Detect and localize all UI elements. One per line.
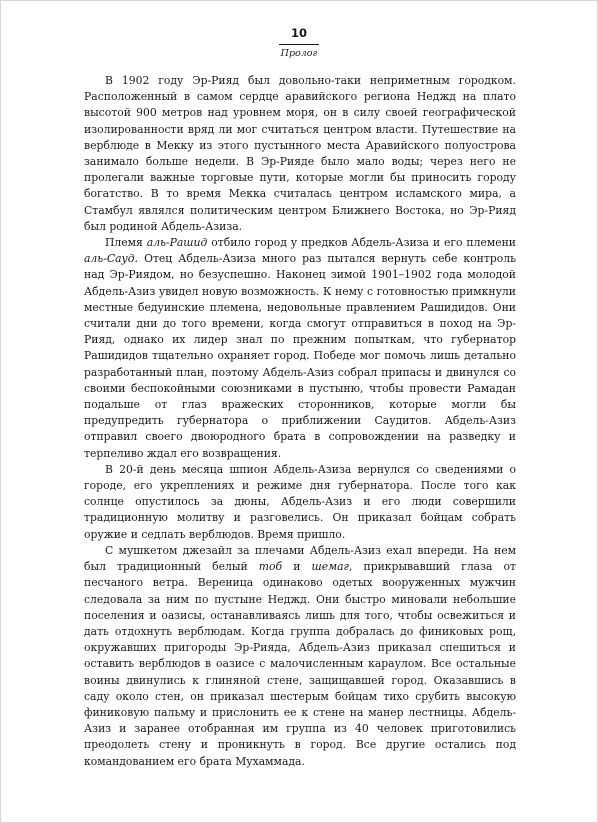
italic-term: аль-Сауд bbox=[84, 252, 135, 266]
page-header bbox=[0, 26, 598, 60]
text-run: и bbox=[282, 560, 312, 574]
italic-term: шемаг bbox=[311, 560, 349, 574]
paragraph bbox=[84, 543, 516, 770]
text-run: , прикрывавший глаза от песчаного ветра. Вереница одинаково одетых вооруженных мужчин следовала за ним по пустыне Неджд. Они быстро миновали небольшие поселения и оазисы, останавливаясь лишь для того, чтобы освежиться и дать отдохнуть верблюдам. Когда группа добралась до финиковых рощ, окружавших пригороды Эр-Рияда, Абдель-Азиз приказал спешиться и оставить верблюдов в оазисе с малочисленным караулом. Все остальные воины двинулись к глиняной стене, защищавшей город. Оказавшись в саду около стен, он приказал шестерым бойцам тихо срубить высокую финиковую пальму и прислонить ее к стене на манер лестницы. Абдель-Азиз и заранее отобранная им группа из 40 человек приготовились преодолеть стену и проникнуть в город. Все другие остались под командованием его брата Мухаммада. bbox=[84, 560, 517, 768]
header-rule bbox=[279, 44, 319, 45]
text-run: С мушкетом джезайл за плечами Абдель-Азиз ехал впереди. На нем был традиционный белый bbox=[84, 543, 516, 574]
text-run: . Отец Абдель-Азиза много раз пытался вернуть себе контроль над Эр-Риядом, но безуспешно. Наконец зимой 1901–1902 года молодой Абдель-Азиз увидел новую возможность. К нему с готовностью примкнули местные бедуинские племена, недовольные правлением Рашидидов. Они считали дни до того времени, когда смогут отправиться в поход на Эр-Рияд, однако их лидер знал по прежним попыткам, что губернатор Рашидидов тщательно охраняет город. Победе мог помочь лишь детально разработанный план, поэтому Абдель-Азиз собрал припасы и двинулся со своими беспокойными союзниками в пустыню, чтобы провести Рамадан подальше от глаз вражеских сторонников, которые могли бы предупредить губернатора о приближении Саудитов. Абдель-Азиз отправил своего двоюродного брата в сопровождении на разведку и терпеливо ждал его возвращения. bbox=[84, 252, 516, 460]
paragraph bbox=[84, 462, 516, 543]
text-run: В 20-й день месяца шпион Абдель-Азиза вернулся со сведениями о городе, его укреплениях и режиме дня губернатора. После того как солнце опустилось за дюны, Абдель-Азиз и его люди совершили традиционную молитву и разговелись. Он приказал бойцам собрать оружие и седлать верблюдов. Время пришло. bbox=[84, 462, 516, 541]
text-run: отбило город у предков Абдель-Азиза и его племени bbox=[207, 236, 516, 250]
italic-term: тоб bbox=[258, 560, 283, 574]
body-text bbox=[84, 73, 516, 770]
paragraph bbox=[84, 73, 516, 235]
paragraph bbox=[84, 235, 516, 462]
page-number: 10 bbox=[290, 26, 307, 40]
italic-term: аль-Рашид bbox=[146, 236, 208, 250]
text-run: Племя bbox=[105, 236, 147, 250]
text-run: В 1902 году Эр-Рияд был довольно-таки неприметным городком. Расположенный в самом сердце аравийского региона Неджд на плато высотой 900 метров над уровнем моря, он в силу своей географической изолированности вряд ли мог считаться центром власти. Путешествие на верблюде в Мекку из этого пустынного места Аравийского полуострова занимало больше недели. В Эр-Рияде было мало воды; через него не пролегали важные торговые пути, которые могли бы приносить городу богатство. В то время Мекка считалась центром исламского мира, а Стамбул являлся политическим центром Ближнего Востока, но Эр-Рияд был родиной Абдель-Азиза. bbox=[84, 74, 516, 233]
running-head: Пролог bbox=[280, 48, 318, 59]
